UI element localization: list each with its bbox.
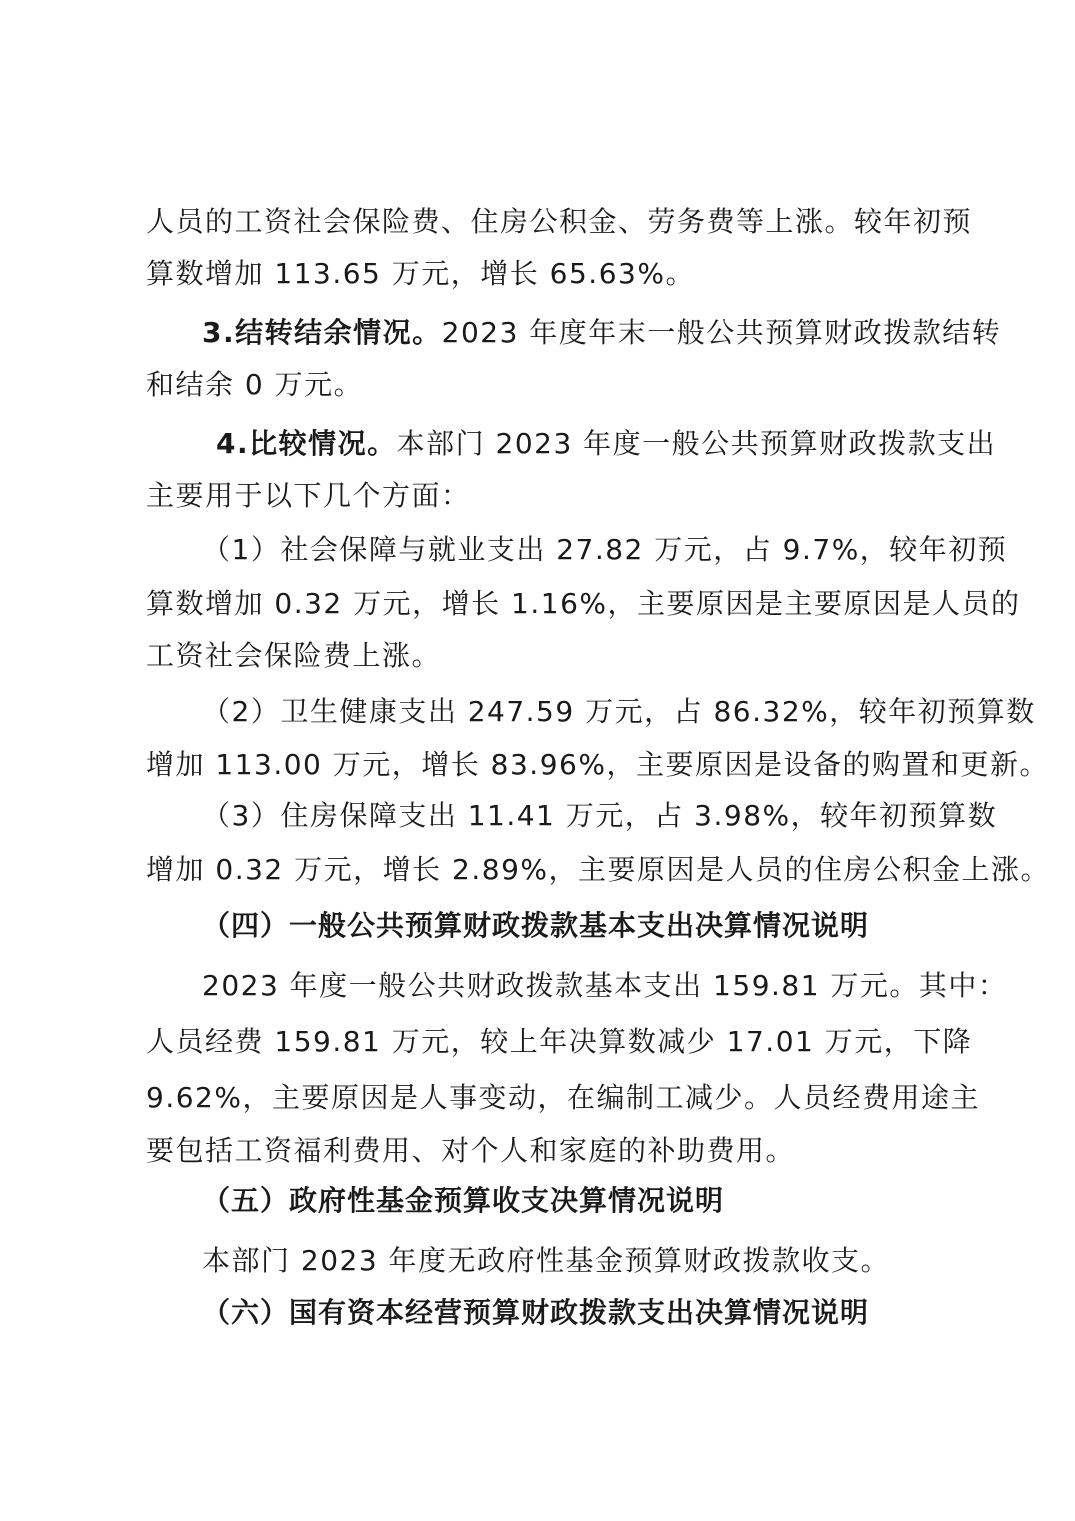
line-text: 工资社会保险费上涨。 <box>146 639 442 672</box>
paragraph-line <box>146 256 946 292</box>
paragraph-line <box>216 426 997 462</box>
paragraph-line <box>202 532 1008 568</box>
line-text: 要包括工资福利费用、对个人和家庭的补助费用。 <box>146 1134 796 1167</box>
subsection-label: 3.结转结余情况。 <box>202 316 442 349</box>
paragraph-line <box>146 638 946 674</box>
subsection-label: 4.比较情况。 <box>216 427 397 460</box>
paragraph-line <box>146 367 946 403</box>
paragraph-line <box>146 586 1021 622</box>
section-heading <box>202 1183 946 1219</box>
line-text: 增加 113.00 万元，增长 83.96%，主要原因是设备的购置和更新。 <box>146 748 1049 781</box>
line-text: 2023 年度年末一般公共预算财政拨款结转 <box>441 316 1002 349</box>
line-text: 算数增加 0.32 万元，增长 1.16%，主要原因是主要原因是人员的 <box>146 587 1021 620</box>
line-text: 9.62%，主要原因是人事变动，在编制工减少。人员经费用途主 <box>146 1081 980 1114</box>
paragraph-line <box>146 204 973 240</box>
line-text: 主要用于以下几个方面： <box>146 479 471 512</box>
line-text: 本部门 2023 年度一般公共预算财政拨款支出 <box>396 427 997 460</box>
paragraph-line <box>202 798 998 834</box>
heading-text: （四）一般公共预算财政拨款基本支出决算情况说明 <box>202 909 870 942</box>
paragraph-line <box>146 852 1050 888</box>
line-text: 人员经费 159.81 万元，较上年决算数减少 17.01 万元，下降 <box>146 1025 973 1058</box>
section-heading <box>202 908 946 944</box>
line-text: 增加 0.32 万元，增长 2.89%，主要原因是人员的住房公积金上涨。 <box>146 853 1050 886</box>
section-heading <box>202 1295 946 1331</box>
line-text: 人员的工资社会保险费、住房公积金、劳务费等上涨。较年初预 <box>146 205 973 238</box>
line-text: （2）卫生健康支出 247.59 万元，占 86.32%，较年初预算数 <box>202 695 1036 728</box>
paragraph-line <box>202 968 1008 1004</box>
line-text: （3）住房保障支出 11.41 万元，占 3.98%，较年初预算数 <box>202 799 998 832</box>
line-text: （1）社会保障与就业支出 27.82 万元，占 9.7%，较年初预 <box>202 533 1008 566</box>
paragraph-line <box>146 747 1049 783</box>
heading-text: （五）政府性基金预算收支决算情况说明 <box>202 1184 725 1217</box>
paragraph-line <box>146 1080 980 1116</box>
line-text: 和结余 0 万元。 <box>146 368 364 401</box>
paragraph-line <box>202 315 1002 351</box>
paragraph-line <box>146 478 946 514</box>
paragraph-line <box>202 1243 946 1279</box>
heading-text: （六）国有资本经营预算财政拨款支出决算情况说明 <box>202 1296 870 1329</box>
line-text: 算数增加 113.65 万元，增长 65.63%。 <box>146 257 695 290</box>
line-text: 2023 年度一般公共财政拨款基本支出 159.81 万元。其中： <box>202 969 1008 1002</box>
paragraph-line <box>146 1133 946 1169</box>
paragraph-line <box>202 694 1036 730</box>
line-text: 本部门 2023 年度无政府性基金预算财政拨款收支。 <box>202 1244 891 1277</box>
paragraph-line <box>146 1024 973 1060</box>
